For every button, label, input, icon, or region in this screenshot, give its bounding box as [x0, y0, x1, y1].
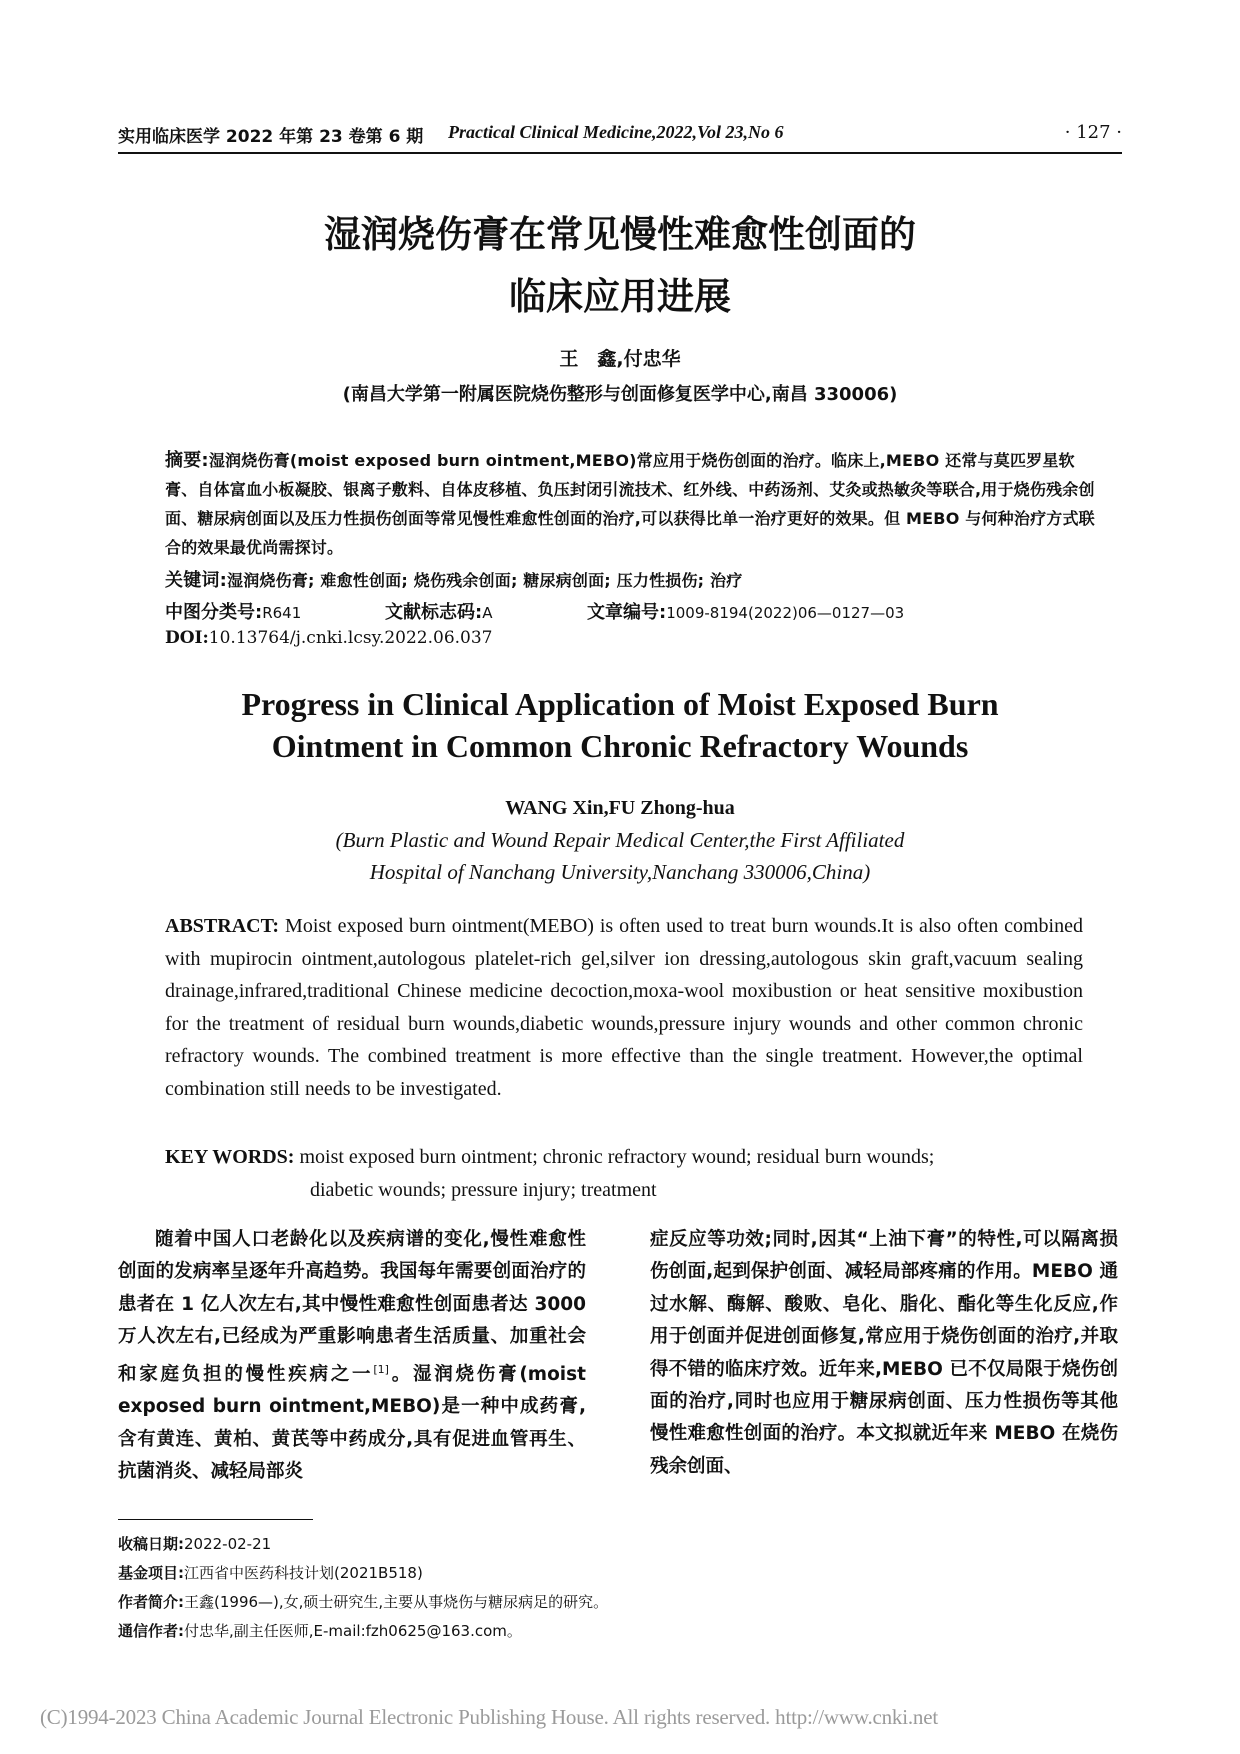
author-value: 王鑫(1996—),女,硕士研究生,主要从事烧伤与糖尿病足的研究。 [184, 1593, 609, 1611]
received-label: 收稿日期: [118, 1535, 184, 1553]
authors-cn: 王 鑫,付忠华 [559, 348, 681, 370]
affiliation-en-line2: Hospital of Nanchang University,Nanchang 330006,China) [369, 860, 871, 884]
class-label: 中图分类号: [165, 602, 263, 623]
footnotes [118, 1530, 1018, 1646]
abstract-cn-text: 湿润烧伤膏(moist exposed burn ointment,MEBO)常应用于烧伤创面的治疗。临床上,MEBO 还常与莫匹罗星软膏、自体富血小板凝胶、银离子敷料、自体皮移植、负压封闭引流技术、红外线、中药汤剂、艾灸或热敏灸等联合,用于烧伤残余创面、糖尿病创面以及压力性损伤创面等常见慢性难愈性创面的治疗,可以获得比单一治疗更好的效果。但 MEBO 与何种治疗方式联合的效果最优尚需探讨。 [165, 451, 1095, 557]
doi-row [165, 628, 493, 648]
title-en-line1: Progress in Clinical Application of Moist Exposed Burn [241, 686, 999, 722]
running-header [118, 122, 1122, 152]
keywords-en-label: KEY WORDS: [165, 1146, 295, 1168]
body-left-part1: 随着中国人口老龄化以及疾病谱的变化,慢性难愈性创面的发病率呈逐年升高趋势。我国每年需要创面治疗的患者在 1 亿人次左右,其中慢性难愈性创面患者达 3000 万人次左右,已经成为严重影响患者生活质量、加重社会和家庭负担的慢性疾病之一 [118, 1229, 586, 1385]
journal-title-en: Practical Clinical Medicine,2022,Vol 23,No 6 [448, 122, 784, 142]
footnote-author [118, 1588, 1018, 1617]
abstract-cn [165, 446, 1095, 562]
keywords-en-line1: moist exposed burn ointment; chronic refractory wound; residual burn wounds; [299, 1146, 935, 1168]
abstract-en-label: ABSTRACT: [165, 915, 280, 937]
fund-value: 江西省中医药科技计划(2021B518) [184, 1564, 423, 1582]
footnote-rule [118, 1519, 313, 1520]
affiliation-cn: (南昌大学第一附属医院烧伤整形与创面修复医学中心,南昌 330006) [342, 384, 898, 405]
keywords-en-line2: diabetic wounds; pressure injury; treatment [310, 1178, 657, 1201]
copyright-watermark: (C)1994-2023 China Academic Journal Electronic Publishing House. All rights reserved. http://www.cnki.net [40, 1705, 938, 1729]
authors-en: WANG Xin,FU Zhong-hua [505, 797, 735, 819]
page-number: · 127 · [1064, 122, 1122, 143]
doc-code-label: 文献标志码: [385, 602, 483, 623]
corresponding-value: 付忠华,副主任医师,E-mail:fzh0625@163.com。 [184, 1622, 522, 1640]
doc-code-value: A [482, 604, 493, 622]
abstract-en-text: Moist exposed burn ointment(MEBO) is often used to treat burn wounds.It is also often combined with mupirocin ointment,autologous platelet-rich gel,silver ion dressing,autologous skin graft,vacuum sealing drainage,infrared,traditional Chinese medicine decoction,moxa-wool moxibustion or heat sensitive moxibustion for the treatment of residual burn wounds,diabetic wounds,pressure injury wounds and other common chronic refractory wounds. The combined treatment is more effective than the single treatment. However,the optimal combination still needs to be investigated. [165, 915, 1083, 1100]
keywords-cn-text: 湿润烧伤膏; 难愈性创面; 烧伤残余创面; 糖尿病创面; 压力性损伤; 治疗 [227, 571, 743, 590]
body-left-part2: 。湿润烧伤膏(moist exposed burn ointment,MEBO)是一种中成药膏,含有黄连、黄柏、黄芪等中药成分,具有促进血管再生、抗菌消炎、减轻局部炎 [118, 1363, 586, 1482]
article-number-value: 1009-8194(2022)06—0127—03 [666, 604, 905, 622]
journal-title-cn: 实用临床医学 2022 年第 23 卷第 6 期 [118, 127, 424, 147]
class-value: R641 [262, 604, 302, 622]
abstract-en [165, 910, 1083, 1106]
footnote-fund [118, 1559, 1018, 1588]
classification-row [165, 598, 1095, 626]
article-number-label: 文章编号: [587, 602, 667, 623]
received-value: 2022-02-21 [184, 1535, 272, 1553]
keywords-en [165, 1141, 1095, 1206]
keywords-cn [165, 566, 1095, 595]
title-cn-line1: 湿润烧伤膏在常见慢性难愈性创面的 [324, 213, 916, 256]
title-en-line2: Ointment in Common Chronic Refractory Wounds [271, 728, 969, 764]
header-rule [118, 152, 1122, 154]
body-column-right: 症反应等功效;同时,因其“上油下膏”的特性,可以隔离损伤创面,起到保护创面、减轻局部疼痛的作用。MEBO 通过水解、酶解、酸败、皂化、脂化、酯化等生化反应,作用于创面并促进创面修复,常应用于烧伤创面的治疗,并取得不错的临床疗效。近年来,MEBO 已不仅局限于烧伤创面的治疗,同时也应用于糖尿病创面、压力性损伤等其他慢性难愈性创面的治疗。本文拟就近年来 MEBO 在烧伤残余创面、 [650, 1229, 1118, 1477]
affiliation-en-line1: (Burn Plastic and Wound Repair Medical Center,the First Affiliated [335, 828, 905, 852]
body-column-left [118, 1224, 586, 1488]
keywords-cn-label: 关键词: [165, 570, 227, 591]
fund-label: 基金项目: [118, 1564, 184, 1582]
footnote-corresponding [118, 1617, 1018, 1646]
author-label: 作者简介: [118, 1593, 184, 1611]
abstract-cn-label: 摘要: [165, 450, 209, 471]
citation-ref-1: [1] [373, 1362, 389, 1376]
doi-value: 10.13764/j.cnki.lcsy.2022.06.037 [208, 628, 493, 648]
corresponding-label: 通信作者: [118, 1622, 184, 1640]
footnote-received [118, 1530, 1018, 1559]
title-cn-line2: 临床应用进展 [509, 275, 731, 318]
doi-label: DOI: [165, 628, 209, 648]
